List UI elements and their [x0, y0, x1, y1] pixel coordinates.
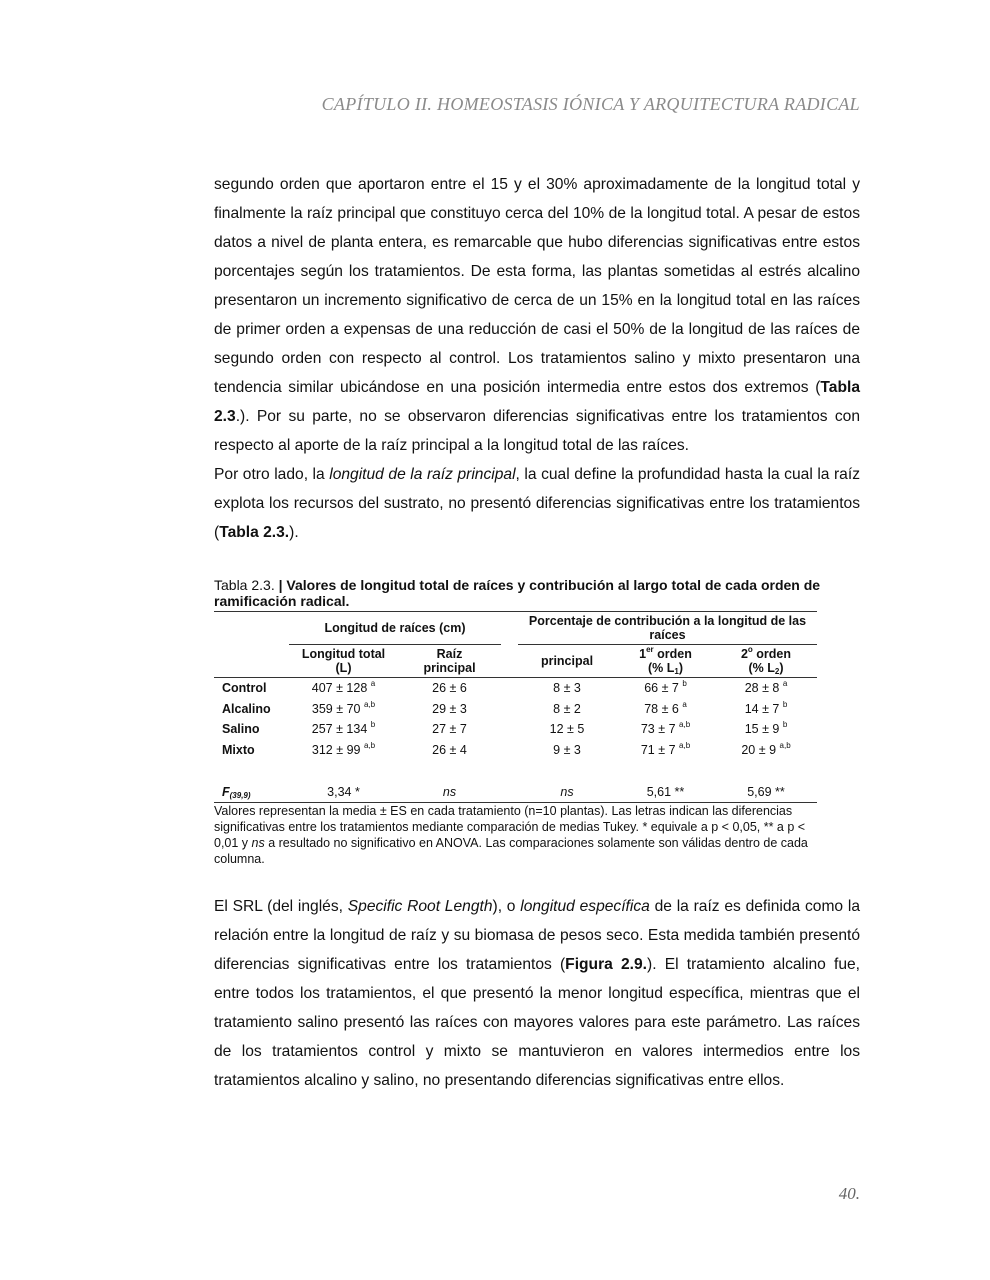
col-header-principal: principal: [518, 645, 616, 678]
paragraph-1: segundo orden que aportaron entre el 15 y el 30% aproximadamente de la longitud total y finalmente la raíz principal que constituyo cerca del 10% de la longitud total. A pesar de estos datos a nivel de planta entera, es remarcable que hubo diferencias significativas entre estos porcentajes según los tratamientos. De esta forma, las plantas sometidas al estrés alcalino presentaron un incremento significativo de cerca de un 15% en la longitud total en las raíces de primer orden a expensas de una reducción de casi el 50% de la longitud de las raíces de segundo orden con respecto al control. Los tratamientos salino y mixto presentaron una tendencia similar ubicándose en una posición intermedia entre estos dos extremos (Tabla 2.3.). Por su parte, no se observaron diferencias significativas entre los tratamientos con respecto al aporte de la raíz principal a la longitud total de las raíces.: [214, 176, 860, 454]
group-header-longitud: Longitud de raíces (cm): [324, 621, 466, 635]
table-row: Alcalino 359 ± 70 $^{a,b}$ 29 ± 3 8 ± 2 78 ± 6 $^a$ 14 ± 7 $^b$: [222, 699, 788, 716]
f-value-raiz-principal: ns: [442, 785, 457, 799]
col-header-2o-orden: 2$^o$ orden (% $L_2$): [715, 645, 817, 678]
f-value-longitud-total: 3,34 *: [289, 782, 398, 803]
table-row: Mixto 312 ± 99 $^{a,b}$ 26 ± 4 9 ± 3 71 ± 7 $^{a,b}$ 20 ± 9 $^{a,b}$: [222, 740, 791, 757]
col-header-1er-orden: 1er orden (% $L_1$): [616, 645, 715, 678]
col-header-longitud-total: Longitud total (L): [289, 645, 398, 678]
f-value-2o-orden: 5,69 **: [715, 782, 817, 803]
table-row: Salino 257 ± 134 $^b$ 27 ± 7 12 ± 5 73 ± 7 $^{a,b}$ 15 ± 9 $^b$: [222, 720, 788, 737]
table-caption: [214, 577, 860, 609]
page-body: [214, 170, 860, 1095]
running-header: CAPÍTULO II. HOMEOSTASIS IÓNICA Y ARQUITECTURA RADICAL: [321, 94, 860, 114]
table-row: Control 407 ± 128 $^a$ 26 ± 6 8 ± 3 66 ± 7 $^b$ 28 ± 8 $^a$: [222, 679, 788, 696]
f-value-principal: ns: [560, 785, 574, 799]
group-header-porcentaje: Porcentaje de contribución a la longitud de las raíces: [528, 614, 807, 642]
data-table: [214, 611, 817, 803]
table-caption-label: Tabla 2.3.: [214, 577, 279, 593]
col-header-raiz-principal: Raíz principal: [398, 645, 501, 678]
table-caption-title: | Valores de longitud total de raíces y contribución al largo total de cada orden de ramificación radical.: [214, 577, 821, 609]
table-footnote: Valores representan la media ± ES en cada tratamiento (n=10 plantas). Las letras indican las diferencias significativas entre los tratamientos mediante comparación de medias Tukey. * equivale a p < 0,05, ** a p < 0,01 y ns a resultado no significativo en ANOVA. Las comparaciones solamente son válidas dentro de cada columna.: [214, 804, 808, 866]
paragraph-2: Por otro lado, la longitud de la raíz principal, la cual define la profundidad hasta la cual la raíz explota los recursos del sustrato, no presentó diferencias significativas entre los tratamientos (Tabla 2.3.).: [214, 466, 860, 541]
page-number: 40.: [838, 1184, 860, 1203]
f-value-1er-orden: 5,61 **: [616, 782, 715, 803]
table-rows: [214, 678, 817, 761]
f-statistic-row: $F_{(39,9)}$ 3,34 * ns ns 5,61 ** 5,69 **: [214, 782, 817, 803]
paragraph-3: El SRL (del inglés, Specific Root Length), o longitud específica de la raíz es definida como la relación entre la longitud de raíz y su biomasa de pesos seco. Esta medida también presentó diferencias significativas entre los tratamientos (Figura 2.9.). El tratamiento alcalino fue, entre todos los tratamientos, el que presentó la menor longitud específica, mientras que el tratamiento salino presentó las raíces con mayores valores para este parámetro. Las raíces de los tratamientos control y mixto se mantuvieron en valores intermedios entre los tratamientos alcalino y salino, no presentando diferencias significativas entre ellos.: [214, 898, 861, 1089]
